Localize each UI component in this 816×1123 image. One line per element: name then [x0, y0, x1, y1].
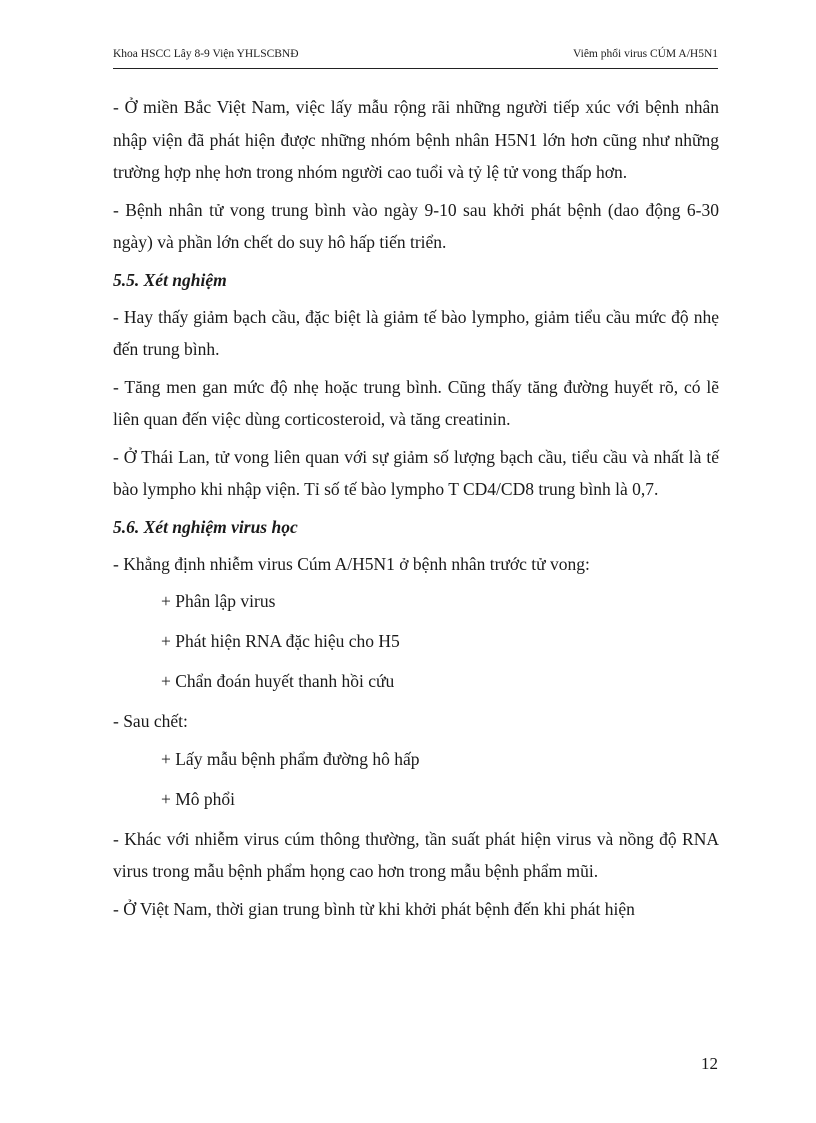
paragraph-mortality-timing: - Bệnh nhân tử vong trung bình vào ngày 9-10 sau khởi phát bệnh (dao động 6-30 ngày) và phần lớn chết do suy hô hấp tiến triển.: [113, 199, 719, 252]
paragraph-vietnam-timing: - Ở Việt Nam, thời gian trung bình từ khi khởi phát bệnh đến khi phát hiện: [113, 898, 635, 919]
paragraph-post-mortem: - Sau chết:: [113, 711, 188, 731]
section-heading-tests: 5.5. Xét nghiệm: [113, 269, 227, 290]
bullet-serology: + Chẩn đoán huyết thanh hồi cứu: [161, 671, 395, 691]
header-right-text: Viêm phổi virus CÚM A/H5N1: [573, 48, 718, 60]
paragraph-leukopenia: - Hay thấy giảm bạch cầu, đặc biệt là giảm tế bào lympho, giảm tiểu cầu mức độ nhẹ đến trung bình.: [113, 306, 719, 359]
bullet-rna-detection: + Phát hiện RNA đặc hiệu cho H5: [161, 631, 400, 651]
bullet-respiratory-specimen: + Lấy mẫu bệnh phẩm đường hô hấp: [161, 748, 420, 769]
header-left-text: Khoa HSCC Lây 8-9 Viện YHLSCBNĐ: [113, 48, 299, 60]
paragraph-north-vietnam: - Ở miền Bắc Việt Nam, việc lấy mẫu rộng rãi những người tiếp xúc với bệnh nhân nhập viện đã phát hiện được những nhóm bệnh nhân H5N1 lớn hơn cũng như những trường hợp nhẹ hơn trong nhóm người cao tuổi và tỷ lệ tử vong thấp hơn.: [113, 97, 719, 182]
page-body: [113, 91, 719, 930]
paragraph-liver-enzymes: - Tăng men gan mức độ nhẹ hoặc trung bình. Cũng thấy tăng đường huyết rõ, có lẽ liên quan đến việc dùng corticosteroid, và tăng creatinin.: [113, 376, 719, 429]
bullet-virus-isolation: + Phân lập virus: [161, 591, 276, 611]
paragraph-thailand: - Ở Thái Lan, tử vong liên quan với sự giảm số lượng bạch cầu, tiểu cầu và nhất là tế bào lympho khi nhập viện. Tỉ số tế bào lympho T CD4/CD8 trung bình là 0,7.: [113, 446, 719, 499]
page-header: [113, 48, 718, 69]
page-number: 12: [701, 1054, 718, 1073]
paragraph-confirm-infection: - Khẳng định nhiễm virus Cúm A/H5N1 ở bệnh nhân trước tử vong:: [113, 553, 590, 574]
paragraph-throat-vs-nose: - Khác với nhiễm virus cúm thông thường, tần suất phát hiện virus và nồng độ RNA virus trong mẫu bệnh phẩm họng cao hơn trong mẫu bệnh phẩm mũi.: [113, 828, 719, 881]
bullet-lung-tissue: + Mô phổi: [161, 788, 236, 809]
section-heading-virology: 5.6. Xét nghiệm virus học: [113, 516, 298, 537]
